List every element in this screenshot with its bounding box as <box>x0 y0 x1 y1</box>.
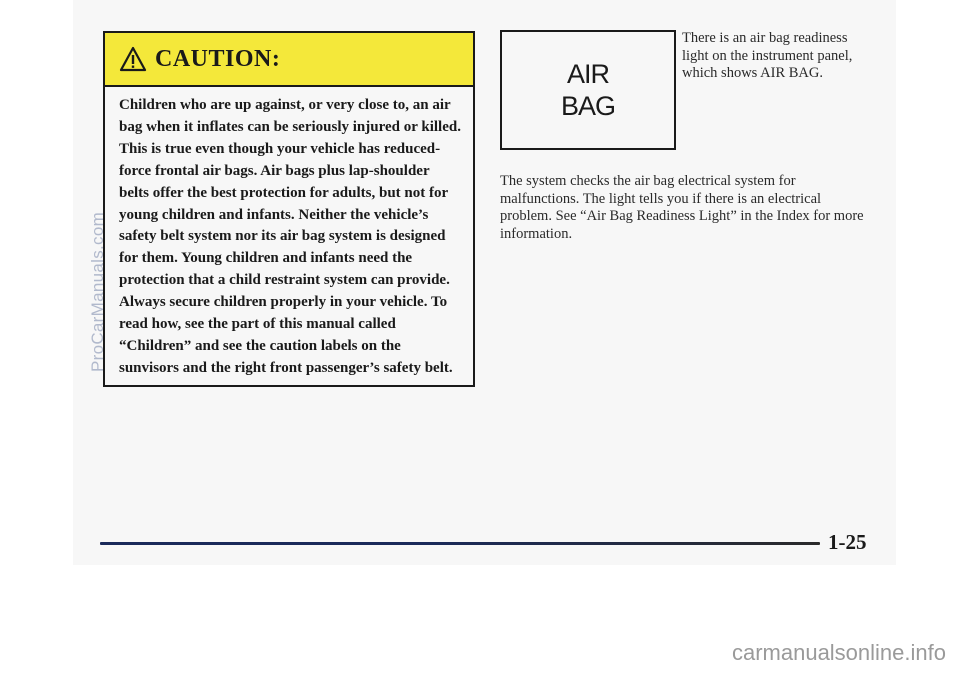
air-bag-light-label-line2: BAG <box>560 91 616 121</box>
site-footer-url[interactable]: carmanualsonline.info <box>731 640 946 665</box>
watermark: ProCarManuals.com <box>88 211 107 372</box>
caution-header <box>105 33 473 87</box>
warning-triangle-icon <box>119 46 147 72</box>
readiness-light-description: There is an air bag readiness light on the instrument panel, which shows AIR BAG. <box>682 30 853 81</box>
air-bag-light-label-line1: AIR <box>566 59 609 89</box>
caution-box <box>103 31 475 387</box>
air-bag-readiness-light-illustration <box>500 30 676 150</box>
system-check-paragraph: The system checks the air bag electrical system for malfunctions. The light tells you if there is an electrical problem. See “Air Bag Readiness Light” in the Index for more information. <box>500 173 864 242</box>
caution-title: CAUTION: <box>155 45 281 72</box>
page-number: 1-25 <box>828 530 867 554</box>
footer-rule <box>100 542 820 545</box>
caution-text: Children who are up against, or very close to, an air bag when it inflates can be seriously injured or killed. This is true even though your vehicle has reduced-force frontal air bags. Air bags plus lap-shoulder belts offer the best protection for adults, but not for young children and infants. Neither the vehicle’s safety belt system nor its air bag system is designed for them. Young children and infants need the protection that a child restraint system can provide. Always secure children properly in your vehicle. To read how, see the part of this manual called “Children” and see the caution labels on the sunvisors and the right front passenger’s safety belt. <box>119 97 461 376</box>
